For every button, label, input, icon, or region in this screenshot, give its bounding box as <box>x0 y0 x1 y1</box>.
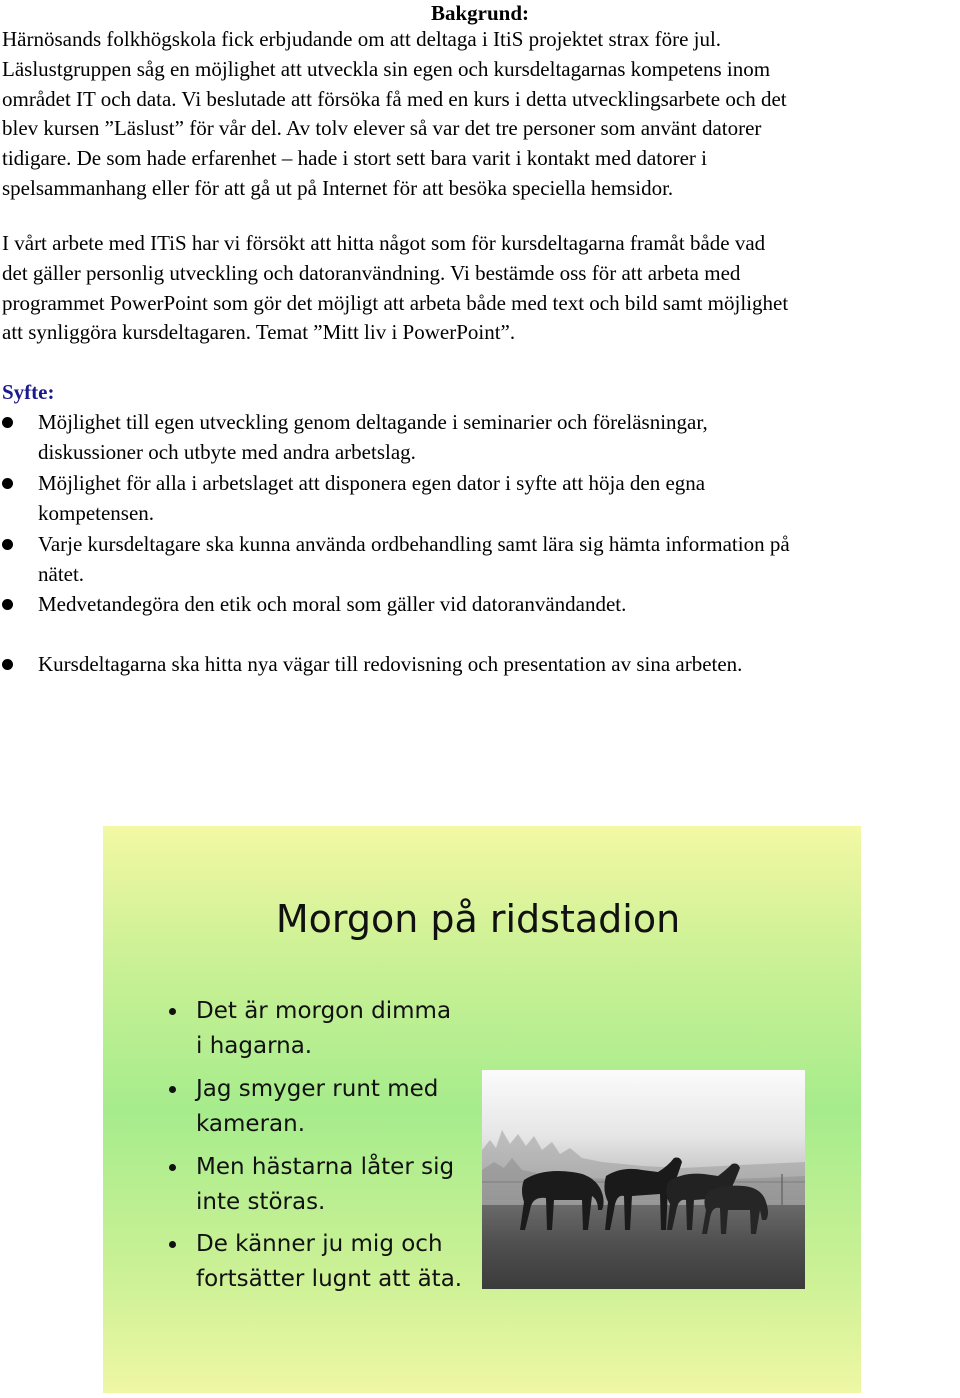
text-line: det gäller personlig utveckling och datoranvändning. Vi bestämde oss för att arbeta med <box>2 260 741 285</box>
text-line: Jag smyger runt med <box>196 1076 439 1102</box>
text-line: De känner ju mig och <box>196 1231 443 1257</box>
bullet-dot-icon <box>169 1164 176 1171</box>
bullet-dot-icon <box>2 599 13 610</box>
text-line: kompetensen. <box>38 500 155 525</box>
horses-in-fog-photo <box>482 1070 805 1289</box>
text-line: Kursdeltagarna ska hitta nya vägar till redovisning och presentation av sina arbeten. <box>38 652 743 676</box>
bullet-dot-icon <box>169 1086 176 1093</box>
bullet-dot-icon <box>169 1241 176 1248</box>
text-line: Möjlighet för alla i arbetslaget att disponera egen dator i syfte att höja den egna <box>38 471 706 495</box>
bullet-dot-icon <box>169 1008 176 1015</box>
bullet-dot-icon <box>2 478 13 489</box>
text-line: Varje kursdeltagare ska kunna använda ordbehandling samt lära sig hämta information på <box>38 532 790 556</box>
syfte-heading: Syfte: <box>2 380 55 404</box>
bullet-dot-icon <box>2 417 13 428</box>
text-line: fortsätter lugnt att äta. <box>196 1266 463 1292</box>
text-line: nätet. <box>38 561 85 586</box>
text-line: tidigare. De som hade erfarenhet – hade i stort sett bara varit i kontakt med datorer i <box>2 146 707 171</box>
powerpoint-slide <box>103 826 861 1393</box>
bullet-dot-icon <box>2 539 13 550</box>
slide-title: Morgon på ridstadion <box>275 897 681 941</box>
text-line: Det är morgon dimma <box>196 998 452 1024</box>
text-line: Medvetandegöra den etik och moral som gäller vid datoranvändandet. <box>38 592 627 616</box>
text-line: området IT och data. Vi beslutade att försöka få med en kurs i detta utvecklingsarbete och det <box>2 86 787 111</box>
text-line: Möjlighet till egen utveckling genom deltagande i seminarier och föreläsningar, <box>38 410 708 434</box>
text-line: att synliggöra kursdeltagaren. Temat ”Mitt liv i PowerPoint”. <box>2 320 516 345</box>
text-line: kameran. <box>196 1111 306 1137</box>
text-line: inte störas. <box>196 1189 326 1215</box>
bullet-dot-icon <box>2 659 13 670</box>
text-line: i hagarna. <box>196 1033 313 1059</box>
bakgrund-heading: Bakgrund: <box>430 1 530 25</box>
text-line: programmet PowerPoint som gör det möjligt att arbeta både med text och bild samt möjlighet <box>2 290 789 315</box>
bakgrund-paragraph-1 <box>2 25 958 204</box>
text-line: I vårt arbete med ITiS har vi försökt att hitta något som för kursdeltagarna framåt både vad <box>2 231 766 255</box>
text-line: blev kursen ”Läslust” för vår del. Av tolv elever så var det tre personer som använt datorer <box>2 116 762 141</box>
text-line: Men hästarna låter sig <box>196 1154 455 1180</box>
text-line: spelsammanhang eller för att gå ut på Internet för att besöka speciella hemsidor. <box>2 175 674 200</box>
text-line: Härnösands folkhögskola fick erbjudande om att deltaga i ItiS projektet strax före jul. <box>2 27 722 51</box>
text-line: Läslustgruppen såg en möjlighet att utveckla sin egen och kursdeltagarnas kompetens inom <box>2 56 771 81</box>
text-line: diskussioner och utbyte med andra arbetslag. <box>38 439 416 464</box>
bakgrund-paragraph-2 <box>2 229 958 348</box>
